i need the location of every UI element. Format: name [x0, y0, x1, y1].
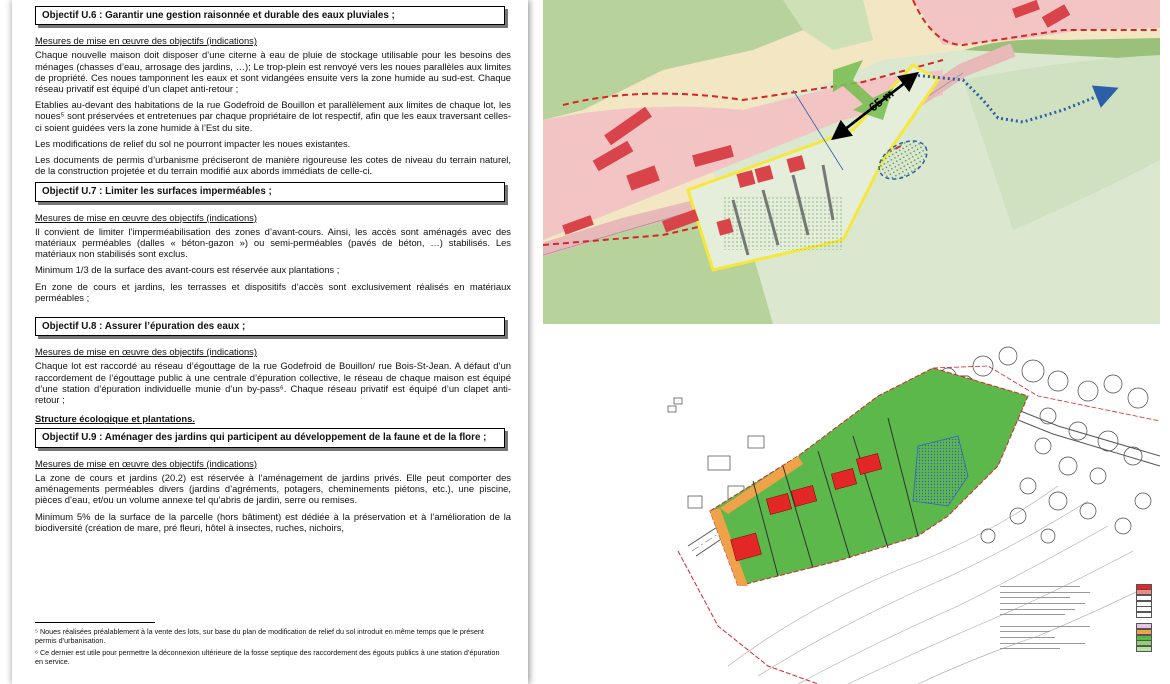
document-page: [12, 0, 528, 684]
objective-u7-paragraph: Minimum 1/3 de la surface des avant-cours est réservée aux plantations ;: [35, 264, 340, 276]
footnote-6: ⁶ Ce dernier est utile pour permettre la déconnexion ultérieure de la fosse septique des raccordement des égouts publics à une station d’épuration en service.: [35, 648, 500, 666]
objective-u7-subheading: Mesures de mise en œuvre des objectifs (indications): [35, 211, 257, 223]
plan-legend: [1000, 584, 1152, 682]
legend-text-line: [1000, 648, 1060, 649]
site-map-drawing: [543, 0, 1160, 324]
footnote-divider: [35, 622, 155, 623]
legend-text-line: [1000, 597, 1070, 598]
legend-text-line: [1000, 603, 1085, 604]
legend-swatch: [1136, 646, 1152, 652]
legend-text-line: [1000, 626, 1090, 627]
objective-u8-title: Objectif U.8 : Assurer l’épuration des eaux ;: [35, 317, 505, 336]
objective-u7-paragraph: En zone de cours et jardins, les terrasses et dispositifs d’accès sont exclusivement réalisés en matériaux perméables ;: [35, 280, 511, 303]
objective-u8-subheading: Mesures de mise en œuvre des objectifs (indications): [35, 346, 257, 358]
legend-swatch: [1136, 612, 1152, 618]
document-body: [35, 6, 511, 538]
objective-u9-paragraph: La zone de cours et jardins (20.2) est réservée à l’aménagement de jardins privés. Elle peut comporter des aménagements perméables divers (jardins d’agréments, potagers, cheminements piétons, etc.), une piscine, pièces d’eau, et/ou un volume annexe tel qu’abris de jardin, serre ou remises.: [35, 471, 511, 506]
objective-u6-paragraph: Chaque nouvelle maison doit disposer d’une citerne à eau de pluie de stockage utilisable pour les besoins des ménages (chasses d’eau, arrosage des jardins, …); Le trop-plein est renvoyé vers les noues parallèles aux limites de propriété. Ces noues tamponnent les eaux et sont vidangées ensuite vers la zone humide au sud-est. Chaque réseau privatif est équipé d’un clapet anti-retour ;: [35, 49, 511, 95]
objective-u6-title: Objectif U.6 : Garantir une gestion raisonnée et durable des eaux pluviales ;: [35, 6, 505, 25]
legend-text-line: [1000, 609, 1075, 610]
objective-u6-paragraph: Les modifications de relief du sol ne pourront impacter les noues existantes.: [35, 137, 351, 149]
technical-plan: [588, 336, 1160, 684]
legend-text-line: [1000, 643, 1085, 644]
legend-text-line: [1000, 631, 1050, 632]
legend-text-line: [1000, 637, 1055, 638]
site-map: [543, 0, 1160, 324]
legend-text-line: [1000, 586, 1080, 587]
footnote-5: ⁵ Noues réalisées préalablement à la vente des lots, sur base du plan de modification de relief du sol introduit en même temps que le présent permis d’urbanisation.: [35, 627, 484, 645]
objective-u6-paragraph: Etablies au-devant des habitations de la rue Godefroid de Bouillon et parallèlement aux limites de chaque lot, les noues⁵ sont préservées et entretenues par chaque propriétaire de lot respectif, afin que les eaux traversant celles-ci soient guidées vers la zone humide à l’Est du site.: [35, 99, 511, 133]
objective-u7-paragraph: Il convient de limiter l’imperméabilisation des zones d’avant-cours. Ainsi, les accès sont aménagés avec des matériaux perméables (dalles « béton-gazon ») ou semi-perméables (pavés de béton, …) stabilisés. Les matériaux non stabilisés sont exclus.: [35, 225, 511, 260]
objective-u7-title: Objectif U.7 : Limiter les surfaces imperméables ;: [35, 182, 505, 201]
distance-label: 65 m: [866, 86, 897, 115]
objective-u6-subheading: Mesures de mise en œuvre des objectifs (indications): [35, 35, 257, 47]
objective-u6-paragraph: Les documents de permis d’urbanisme préciseront de manière rigoureuse les cotes de niveau du terrain naturel, de la construction projetée et du terrain modifié aux abords immédiats de celle-ci.: [35, 154, 511, 177]
legend-text-line: [1000, 614, 1065, 615]
legend-text-line: [1000, 592, 1090, 593]
footnotes: [35, 622, 507, 669]
objective-u9-title: Objectif U.9 : Aménager des jardins qui participent au développement de la faune et de la flore ;: [35, 428, 505, 447]
legend-row: [1000, 646, 1152, 652]
objective-u9-subheading: Mesures de mise en œuvre des objectifs (indications): [35, 457, 257, 469]
objective-u8-paragraph: Chaque lot est raccordé au réseau d’égouttage de la rue Godefroid de Bouillon/ rue Bois-St-Jean. A défaut d’un raccordement de l’égouttage public à une centrale d’épuration collective, le réseau de chaque maison est équipé d’une station d’épuration individuelle munie d’un by-pass⁶. Chaque réseau privatif est équipé d’un clapet anti-retour ;: [35, 360, 511, 406]
garden-zone: [723, 195, 843, 250]
section-title: Structure écologique et plantations.: [35, 413, 195, 425]
objective-u9-paragraph: Minimum 5% de la surface de la parcelle (hors bâtiment) est dédiée à la préservation et à l’amélioration de la biodiversité (création de mare, pré fleuri, hôtel à insectes, ruches, nichoirs,: [35, 510, 511, 533]
